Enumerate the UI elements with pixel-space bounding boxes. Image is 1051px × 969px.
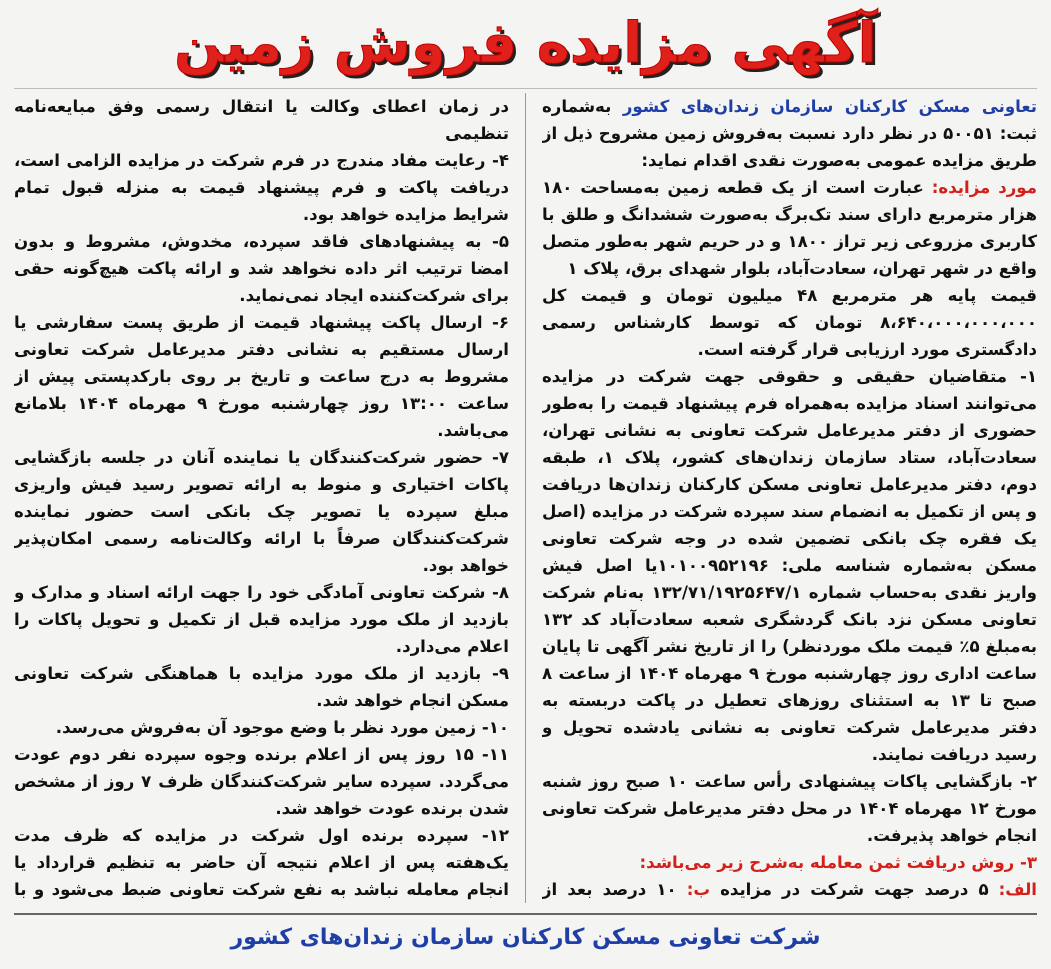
clause-12: ۱۲- سپرده برنده اول شرکت در مزایده که ظرف مدت یک‌هفته پس از اعلام نتیجه آن حاضر به تنظیم قرارداد یا انجام معامله نباشد به نفع شرکت تعاونی ضبط می‌شود و با bbox=[14, 826, 509, 899]
notice-body bbox=[14, 88, 1037, 903]
clause-1: ۱- متقاضیان حقیقی و حقوقی جهت شرکت در مزایده می‌توانند اسناد مزایده به‌همراه فرم پیشنهاد قیمت را به‌طور حضوری از دفتر مدیرعامل شرکت تعاونی به نشانی تهران، سعادت‌آباد، ستاد سازمان زندان‌های کشور، پلاک ۱، طبقه دوم، دفتر مدیرعامل تعاونی مسکن کارکنان زندان‌ها دریافت و پس از تکمیل به انضمام سند سپرده شرکت در مزایده (اصل یک فقره چک بانکی تضمین شده در وجه شرکت تعاونی مسکن به‌شماره شناسه ملی: ۱۰۱۰۰۹۵۲۱۹۶یا اصل فیش واریز نقدی به‌حساب شماره ۱۳۲/۷۱/۱۹۲۵۶۴۷/۱ به‌نام شرکت تعاونی مسکن نزد بانک گردشگری شعبه سعادت‌آباد کد ۱۳۲ به‌مبلغ ۵٪ قیمت ملک موردنظر) را از تاریخ نشر آگهی تا پایان ساعت اداری روز چهارشنبه مورخ ۹ مهرماه ۱۴۰۴ از ساعت ۸ صبح تا ۱۳ به استثنای روزهای تعطیل در پاکت دربسته به دفتر مدیرعامل شرکت تعاونی به نشانی یادشده تحویل و رسید دریافت نمایند. bbox=[542, 367, 1037, 764]
clause-7: ۷- حضور شرکت‌کنندگان یا نماینده آنان در جلسه بازگشایی پاکات اختیاری و منوط به ارائه تصویر رسید فیش واریزی مبلغ سپرده یا تصویر چک بانکی است حضور نماینده شرکت‌کنندگان صرفاً با ارائه وکالت‌نامه رسمی امکان‌پذیر خواهد بود. bbox=[14, 448, 509, 575]
column-divider bbox=[525, 93, 526, 903]
clause-2: ۲- بازگشایی پاکات پیشنهادی رأس ساعت ۱۰ صبح روز شنبه مورخ ۱۲ مهرماه ۱۴۰۴ در محل دفتر مدیرعامل شرکت تعاونی انجام خواهد پذیرفت. bbox=[542, 772, 1037, 845]
footer-org-name: شرکت تعاونی مسکن کارکنان سازمان زندان‌های کشور bbox=[14, 913, 1037, 961]
clause-4: ۴- رعایت مفاد مندرج در فرم شرکت در مزایده الزامی است، دریافت پاکت و فرم پیشنهاد قیمت به منزله قبول تمام شرایط مزایده خواهد بود. bbox=[14, 151, 509, 224]
clause-3-continued: در زمان اعطای وکالت یا انتقال رسمی وفق مبایعه‌نامه تنظیمی bbox=[14, 97, 509, 143]
clause-10: ۱۰- زمین مورد نظر با وضع موجود آن به‌فروش می‌رسد. bbox=[55, 718, 509, 737]
organization-name: تعاونی مسکن کارکنان سازمان زندان‌های کشور bbox=[622, 97, 1037, 116]
right-column bbox=[542, 93, 1037, 903]
subject-label: مورد مزایده: bbox=[931, 178, 1037, 197]
left-column bbox=[14, 93, 509, 903]
clause-3-items: الف: ۵ درصد جهت شرکت در مزایده ب: ۱۰ درصد بعد از bbox=[542, 880, 1037, 899]
clause-8: ۸- شرکت تعاونی آمادگی خود را جهت ارائه اسناد و مدارک و بازدید از ملک مورد مزایده قبل از تکمیل و تحویل پاکات را اعلام می‌دارد. bbox=[14, 583, 509, 656]
clause-3-title: ۳- روش دریافت ثمن معامله به‌شرح زیر می‌باشد: bbox=[639, 853, 1037, 872]
subject-paragraph: مورد مزایده: عبارت است از یک قطعه زمین به‌مساحت ۱۸۰ هزار مترمربع دارای سند تک‌برگ به‌صورت ششدانگ و طلق با کاربری مزروعی زیر تراز ۱۸۰۰ و در حریم شهر به‌طور متصل واقع در شهر تهران، سعادت‌آباد، بلوار شهدای برق، پلاک ۱ bbox=[542, 178, 1037, 278]
intro-paragraph: تعاونی مسکن کارکنان سازمان زندان‌های کشور به‌شماره ثبت: ۵۰۰۵۱ در نظر دارد نسبت به‌فروش زمین مشروح ذیل از طریق مزایده عمومی به‌صورت نقدی اقدام نماید: bbox=[542, 97, 1037, 170]
clause-5: ۵- به پیشنهادهای فاقد سپرده، مخدوش، مشروط و بدون امضا ترتیب اثر داده نخواهد شد و ارائه پاکت هیچ‌گونه حقی برای شرکت‌کننده ایجاد نمی‌نماید. bbox=[14, 232, 509, 305]
clause-11: ۱۱- ۱۵ روز پس از اعلام برنده وجوه سپرده نفر دوم عودت می‌گردد. سپرده سایر شرکت‌کنندگان ظرف ۷ روز از مشخص شدن برنده عودت خواهد شد. bbox=[14, 745, 509, 818]
page-title: آگهی مزایده فروش زمین bbox=[174, 11, 877, 76]
clause-9: ۹- بازدید از ملک مورد مزایده با هماهنگی شرکت تعاونی مسکن انجام خواهد شد. bbox=[14, 664, 509, 710]
clause-6: ۶- ارسال پاکت پیشنهاد قیمت از طریق پست سفارشی یا ارسال مستقیم به نشانی دفتر مدیرعامل شرکت تعاونی مشروط به درج ساعت و تاریخ بر روی بارکدپستی پیش از ساعت ۱۳:۰۰ روز چهارشنبه مورخ ۹ مهرماه ۱۴۰۴ بلامانع می‌باشد. bbox=[14, 313, 509, 440]
price-paragraph: قیمت پایه هر مترمربع ۴۸ میلیون تومان و قیمت کل ۸،۶۴۰،۰۰۰،۰۰۰،۰۰۰ تومان که توسط کارشناس رسمی دادگستری مورد ارزیابی قرار گرفته است. bbox=[542, 286, 1037, 359]
